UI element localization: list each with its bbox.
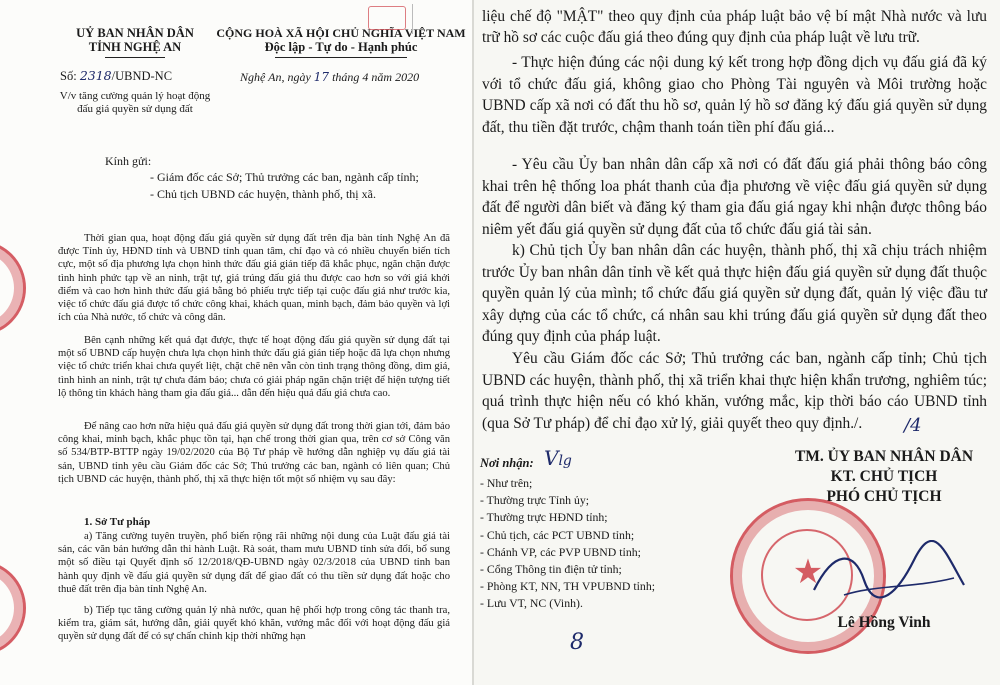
recipient-item: - Chánh VP, các PVP UBND tỉnh; (480, 544, 641, 559)
place-date-rest: tháng 4 năm 2020 (332, 70, 420, 84)
recipient-item: - Thường trực Tỉnh ủy; (480, 493, 590, 508)
paragraph-b: b) Tiếp tục tăng cường quản lý nhà nước, quan hệ phối hợp trong công tác thanh tra, kiểm tra, giám sát, hướng dẫn, giải quyết khó khăn, vướng mắc đối với hoạt động đấu giá quyền sử dụng đất để có sự chấn chỉnh kịp thời những hạn (58, 605, 450, 643)
org-name-line2: TỈNH NGHỆ AN (88, 40, 182, 54)
paragraph-directive: Để nâng cao hơn nữa hiệu quả đấu giá quyền sử dụng đất trong thời gian tới, đảm bảo công khai, minh bạch, khắc phục tồn tại, hạn chế trong thời gian qua, trên cơ sở Công văn số 534/BTP-BTTP ngày 19/02/2020 của Bộ Tư pháp về hướng dẫn nghiệp vụ đấu giá tài sản, UBND tỉnh yêu cầu Giám đốc các Sở; Thủ trưởng các ban, ngành có liên quan; Chủ tịch UBND các huyện, thành phố, thị xã thực hiện tốt một số nhiệm vụ sau đây: (58, 421, 450, 485)
paragraph-a: a) Tăng cường tuyên truyền, phổ biến rộng rãi những nội dung của Luật đấu giá tài sản, các văn bản hướng dẫn thi hành Luật. Rà soát, tham mưu UBND tỉnh sửa đổi, bổ sung một số điều tại Quyết định số 12/2018/QĐ-UBND ngày 02/3/2018 của UBND tỉnh ban hành quy định về đấu giá quyền sử dụng đất để giao đất có thu tiền sử dụng đất hoặc cho thuê đất trên địa bàn tỉnh Nghệ An. (58, 531, 450, 595)
document-number (60, 68, 172, 84)
handwritten-signature (804, 540, 984, 610)
signature-title-line1: TM. ỦY BAN NHÂN DÂN (794, 448, 974, 465)
paragraph-bullet-contract: - Thực hiện đúng các nội dung ký kết trong hợp đồng dịch vụ đấu giá đã ký với tổ chức đấu giá, không giao cho Phòng Tài nguyên và Môi trường hoặc UBND cấp xã nơi có đất thu hồ sơ, quản lý hồ sơ đăng ký đấu giá quyền sử dụng đất, thu tiền đặt trước, chậm thanh toán tiền phí đấu giá... (482, 54, 987, 136)
signature-title-line2: KT. CHỦ TỊCH (830, 468, 938, 485)
recipients-title: Nơi nhận: (480, 456, 534, 470)
recipients-list (480, 475, 655, 613)
document-page-1 (0, 0, 472, 685)
recipient-item: - Lưu VT, NC (Vinh). (480, 596, 583, 611)
recipient-item: - Chủ tịch, các PCT UBND tỉnh; (480, 527, 635, 542)
signoff-mark-handwritten: /4 (904, 415, 922, 436)
recipient-item: - Như trên; (480, 476, 533, 490)
document-number-suffix: /UBND-NC (111, 69, 173, 83)
place-date-prefix: Nghệ An, ngày (240, 70, 311, 84)
subject-line1: V/v tăng cường quản lý hoạt động (59, 90, 211, 102)
paragraph-final-request: Yêu cầu Giám đốc các Sở; Thủ trưởng các ban, ngành cấp tỉnh; Chủ tịch UBND các huyện, thành phố, thị xã triển khai thực hiện khẩn trương, nghiêm túc; quá trình thực hiện nếu có khó khăn, vướng mắc, kịp thời báo cáo UBND tỉnh (qua Sở Tư pháp) để chỉ đạo xử lý, giải quyết theo quy định./. (482, 350, 987, 432)
recipient-item: - Thường trực HĐND tỉnh; (480, 510, 608, 525)
national-title: CỘNG HOÀ XÃ HỘI CHỦ NGHĨA VIỆT NAM (216, 26, 466, 40)
received-stamp (368, 6, 406, 30)
recipient-item: - Phòng KT, NN, TH VPUBND tỉnh; (480, 579, 656, 594)
national-motto: Độc lập - Tự do - Hạnh phúc (264, 40, 418, 54)
recipient-line2: - Chủ tịch UBND các huyện, thành phố, thị xã. (150, 187, 376, 201)
recipient-item: - Cổng Thông tin điện tử tỉnh; (480, 562, 622, 577)
signature-title-line3: PHÓ CHỦ TỊCH (826, 488, 942, 505)
initials-handwritten: Vlg (544, 446, 572, 470)
page-mark-handwritten: 8 (570, 630, 584, 655)
section-heading-justice-dept: 1. Sở Tư pháp (84, 516, 151, 528)
header-underline-left (105, 57, 165, 58)
digital-signature-box (412, 4, 471, 34)
paragraph-issues: Bên cạnh những kết quả đạt được, thực tế hoạt động đấu giá quyền sử dụng đất tại một số UBND cấp huyện chưa lựa chọn hình thức đấu giá gián tiếp hoặc đã lựa chọn nhưng việc tổ chức triển khai chưa quyết liệt, chặt chẽ nên vẫn còn tình trạng thông đồng, dìm giá, tình hình an ninh, trật tự chưa đảm bảo; chưa có giải pháp ngăn chặn triệt để hiện tượng tiết lộ thông tin khách hàng tham gia đấu giá... dẫn đến hiệu quả đấu giá chưa cao. (58, 335, 450, 399)
document-page-2 (474, 0, 1000, 685)
recipient-line1: - Giám đốc các Sở; Thủ trưởng các ban, ngành cấp tỉnh; (150, 170, 419, 184)
document-number-handwritten: 2318 (79, 68, 112, 83)
salutation: Kính gửi: (105, 154, 152, 168)
document-number-label: Số: (60, 69, 77, 83)
subject-line2: đấu giá quyền sử dụng đất (77, 103, 193, 115)
signer-name: Lê Hồng Vinh (837, 614, 931, 631)
paragraph-k: k) Chủ tịch Ủy ban nhân dân các huyện, thành phố, thị xã chịu trách nhiệm trước Ủy ban nhân dân tỉnh về kết quả thực hiện đấu giá quyền sử dụng đất thuộc quyền quản lý của mình; tổ chức đấu giá quyền sử dụng đất, quản lý việc đầu tư xây dựng của các tổ chức, cá nhân sau khi trúng đấu giá quyền sử dụng đất theo đúng quy định của pháp luật. (482, 242, 987, 345)
header-underline-right (275, 57, 407, 58)
paragraph-bullet-announce: - Yêu cầu Ủy ban nhân dân cấp xã nơi có đất đấu giá phải thông báo công khai trên hệ thống loa phát thanh của địa phương về việc đấu giá quyền sử dụng đất để người dân biết và đăng ký tham gia đấu giá ngay khi nhận được thông báo niêm yết đấu giá quyền sử dụng đất của tổ chức đấu giá tài sản. (482, 156, 987, 238)
paragraph-continued: liệu chế độ "MẬT" theo quy định của pháp luật bảo vệ bí mật Nhà nước và lưu trữ hồ sơ các cuộc đấu giá theo đúng quy định của pháp luật về lưu trữ. (482, 8, 987, 46)
org-name-line1: UỶ BAN NHÂN DÂN (76, 26, 194, 40)
seal-star-icon: ★ (792, 554, 824, 591)
red-seal-partial-left-lower (0, 560, 26, 656)
place-date (240, 70, 419, 85)
place-date-day-handwritten: 17 (313, 70, 330, 84)
paragraph-intro: Thời gian qua, hoạt động đấu giá quyền sử dụng đất trên địa bàn tỉnh Nghệ An đã được Tỉnh ủy, HĐND tỉnh và UBND tỉnh quan tâm, chỉ đạo và có nhiều chuyển biến tích cực, một số địa phương lựa chọn hình thức đấu giá gián tiếp đã khắc phục, ngăn chặn được tình hình phức tạp về an ninh, trật tự, giá trúng đấu giá thu được cao hơn so với giá khởi điểm và cao hơn hình thức đấu giá bằng bỏ phiếu trực tiếp tại cuộc đấu giá như trước kia, việc tổ chức đấu giá được tổ chức công khai, khách quan, minh bạch, đảm bảo quyền và lợi ích của Nhà nước, tổ chức và công dân. (58, 233, 450, 324)
red-seal-partial-left (0, 240, 26, 336)
